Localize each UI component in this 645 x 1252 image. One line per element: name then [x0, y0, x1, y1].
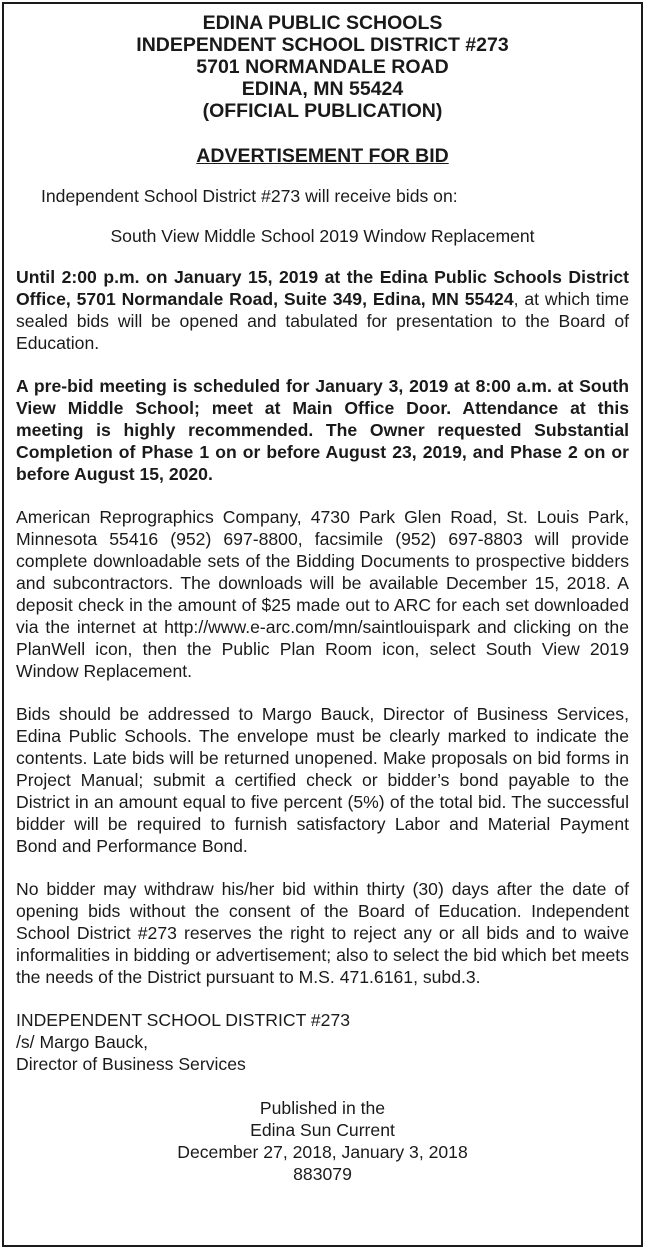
- deadline-paragraph: [16, 266, 629, 354]
- signature-name: /s/ Margo Bauck,: [16, 1032, 149, 1052]
- signature-district: INDEPENDENT SCHOOL DISTRICT #273: [16, 1010, 351, 1030]
- header-street-address: 5701 NORMANDALE ROAD: [196, 56, 449, 78]
- legal-notice: [2, 2, 643, 1247]
- publication-label: Published in the: [259, 1098, 386, 1118]
- submission-paragraph: Bids should be addressed to Margo Bauck, Director of Business Services, Edina Public Schools. The envelope must be clearly marked to indicate the contents. Late bids will be returned unopened. Make proposals on bid forms in Project Manual; submit a certified check or bidder’s bond payable to the District in an amount equal to five percent (5%) of the total bid. The successful bidder will be required to furnish satisfactory Labor and Material Payment Bond and Performance Bond.: [16, 704, 629, 856]
- intro-paragraph: Independent School District #273 will receive bids on:: [41, 186, 458, 206]
- notice-header: [16, 12, 629, 122]
- header-district-name: EDINA PUBLIC SCHOOLS: [202, 12, 443, 34]
- documents-paragraph: American Reprographics Company, 4730 Park Glen Road, St. Louis Park, Minnesota 55416 (952) 697-8800, facsimile (952) 697-8803 will provide complete downloadable sets of the Bidding Documents to prospective bidders and subcontractors. The downloads will be available December 15, 2018. A deposit check in the amount of $25 made out to ARC for each set downloaded via the internet at http://www.e-arc.com/mn/saintlouispark and clicking on the PlanWell icon, then the Public Plan Room icon, select South View 2019 Window Replacement.: [16, 507, 629, 681]
- header-district-number: INDEPENDENT SCHOOL DISTRICT #273: [136, 34, 509, 56]
- publication-block: [16, 1097, 629, 1185]
- project-name: South View Middle School 2019 Window Replacement: [110, 226, 535, 246]
- signature-block: [16, 1009, 629, 1075]
- withdrawal-paragraph: No bidder may withdraw his/her bid within thirty (30) days after the date of opening bids without the consent of the Board of Education. Independent School District #273 reserves the right to reject any or all bids and to waive informalities in bidding or advertisement; also to select the bid which bet meets the needs of the District pursuant to M.S. 471.6161, subd.3.: [16, 879, 629, 987]
- publication-id: 883079: [293, 1164, 352, 1184]
- header-city-state: EDINA, MN 55424: [241, 78, 404, 100]
- prebid-paragraph: A pre-bid meeting is scheduled for January 3, 2019 at 8:00 a.m. at South View Middle School; meet at Main Office Door. Attendance at this meeting is highly recommended. The Owner requested Substantial Completion of Phase 1 on or before August 23, 2019, and Phase 2 on or before August 15, 2020.: [16, 376, 629, 484]
- notice-title: ADVERTISEMENT FOR BID: [196, 145, 449, 167]
- publication-newspaper: Edina Sun Current: [250, 1120, 395, 1140]
- header-publication-type: (OFFICIAL PUBLICATION): [202, 100, 443, 122]
- deadline-rest-text: , at which time sealed bids will be opened and tabulated for presentation to the Board of Education.: [16, 289, 629, 353]
- signature-title: Director of Business Services: [16, 1054, 246, 1074]
- publication-dates: December 27, 2018, January 3, 2018: [177, 1142, 468, 1162]
- deadline-bold-text: Until 2:00 p.m. on January 15, 2019 at the Edina Public Schools District Office, 5701 Normandale Road, Suite 349, Edina, MN 55424: [16, 267, 629, 309]
